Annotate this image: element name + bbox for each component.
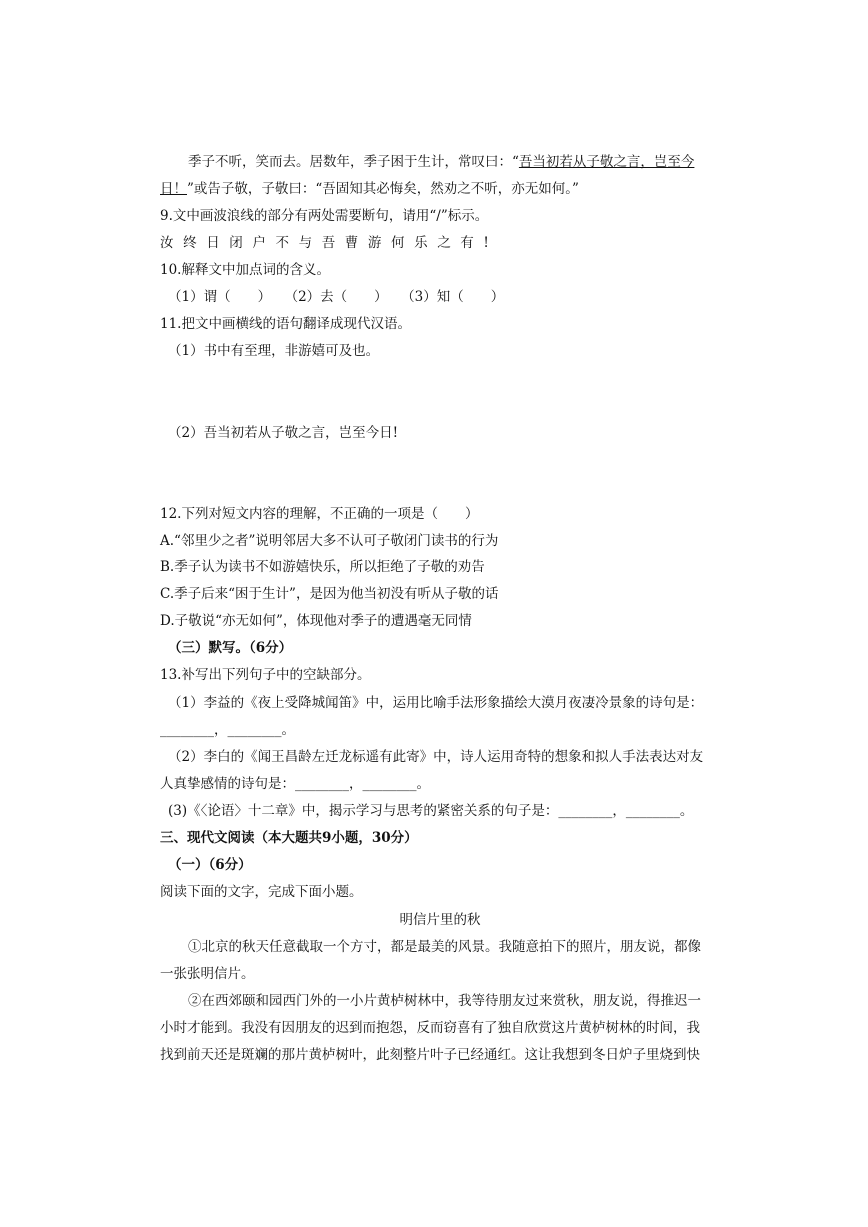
article-paragraph-2-line-3: 找到前天还是斑斓的那片黄栌树叶，此刻整片叶子已经通红。这让我想到冬日炉子里烧到快 bbox=[160, 1047, 700, 1063]
article-paragraph-2-line-2: 小时才能到。我没有因朋友的迟到而抱怨，反而窃喜有了独自欣赏这片黄栌树林的时间，我 bbox=[160, 1020, 700, 1036]
question-9: 9.文中画波浪线的部分有两处需要断句，请用“/”标示。 bbox=[160, 208, 489, 224]
article-paragraph-2-line-1: ②在西郊颐和园西门外的一小片黄栌树林中，我等待朋友过来赏秋，朋友说，得推迟一 bbox=[188, 993, 701, 1009]
q12-option-b: B.季子认为读书不如游嬉快乐，所以拒绝了子敬的劝告 bbox=[160, 559, 485, 575]
q13-item-2-line-2: 人真挚感情的诗句是：________，________。 bbox=[160, 776, 430, 792]
modern-reading-heading: 三、现代文阅读（本大题共9小题，30分） bbox=[160, 830, 418, 846]
q13-item-1-blanks: ________，________。 bbox=[160, 722, 295, 738]
passage-line-2-text: ”或告子敬，子敬曰：“吾固知其必悔矣，然劝之不听，亦无如何。” bbox=[187, 181, 579, 197]
passage-line-2 bbox=[160, 180, 720, 198]
underlined-sentence-part-2: 日！ bbox=[160, 181, 187, 197]
q9-wavy-sentence: 汝终日闭户不与吾曹游何乐之有! bbox=[160, 235, 499, 251]
q12-option-d: D.子敬说“亦无如何”，体现他对季子的遭遇毫无同情 bbox=[160, 613, 472, 629]
article-paragraph-1-line-1: ①北京的秋天任意截取一个方寸，都是最美的风景。我随意拍下的照片，朋友说，都像 bbox=[188, 939, 701, 955]
question-11: 11.把文中画横线的语句翻译成现代汉语。 bbox=[160, 316, 411, 332]
dictation-heading: （三）默写。（6分） bbox=[168, 640, 293, 656]
q11-item-1: （1）书中有至理，非游嬉可及也。 bbox=[168, 343, 380, 359]
modern-reading-instruction: 阅读下面的文字，完成下面小题。 bbox=[160, 884, 363, 900]
q13-item-1: （1）李益的《夜上受降城闻笛》中，运用比喻手法形象描绘大漠月夜凄冷景象的诗句是： bbox=[168, 695, 704, 711]
question-10: 10.解释文中加点词的含义。 bbox=[160, 262, 330, 278]
q13-item-2-line-1: （2）李白的《闻王昌龄左迁龙标遥有此寄》中，诗人运用奇特的想象和拟人手法表达对友 bbox=[168, 749, 704, 765]
underlined-sentence-part-1: 吾当初若从子敬之言，岂至今 bbox=[518, 154, 695, 170]
q11-item-2: （2）吾当初若从子敬之言，岂至今日! bbox=[168, 425, 399, 441]
question-13: 13.补写出下列句子中的空缺部分。 bbox=[160, 667, 371, 683]
passage-line-1 bbox=[188, 153, 718, 171]
q10-items: （1）谓（ ） （2）去（ ） （3）知（ ） bbox=[168, 289, 505, 305]
q13-item-3: (3)《〈论语〉十二章》中，揭示学习与思考的紧密关系的句子是：________，________。 bbox=[168, 803, 694, 819]
article-paragraph-1-line-2: 一张张明信片。 bbox=[160, 966, 255, 982]
article-title: 明信片里的秋 bbox=[399, 912, 481, 928]
question-12: 12.下列对短文内容的理解，不正确的一项是（ ） bbox=[160, 506, 479, 522]
q12-option-a: A.“邻里少之者”说明邻居大多不认可子敬闭门读书的行为 bbox=[160, 533, 499, 549]
q12-option-c: C.季子后来“困于生计”，是因为他当初没有听从子敬的话 bbox=[160, 586, 499, 602]
passage-line-1-text: 季子不听，笑而去。居数年，季子困于生计，常叹曰：“ bbox=[188, 154, 519, 170]
modern-reading-part-1: （一）（6分） bbox=[168, 857, 252, 873]
